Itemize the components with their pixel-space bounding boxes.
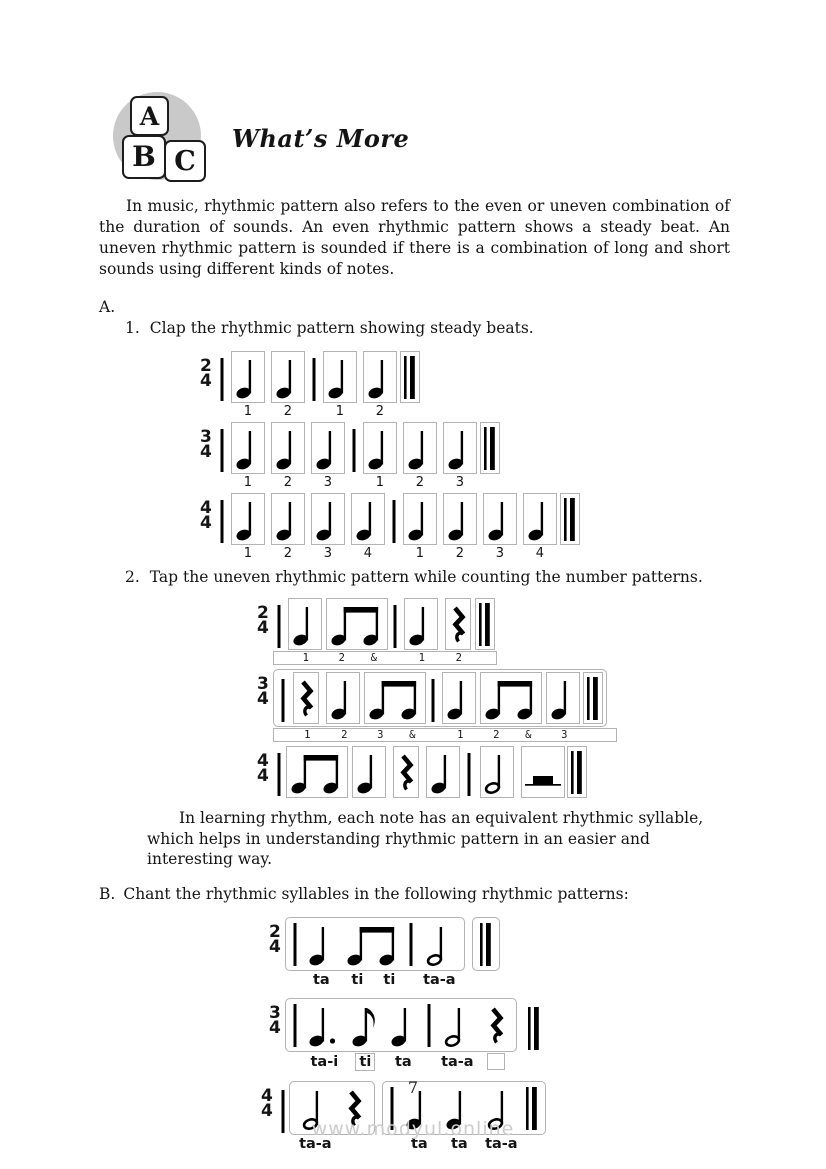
- item-1-line: [125, 318, 730, 339]
- beat-count-label: &: [525, 729, 532, 741]
- item-2-number: 2.: [125, 568, 140, 586]
- time-signature: 2 4: [257, 603, 269, 638]
- rhythm-pattern-row: [269, 917, 730, 988]
- quarter-note-icon: [308, 422, 348, 474]
- abc-block-c: C: [164, 140, 206, 182]
- barline-icon: [289, 920, 301, 968]
- quarter-note-icon: [348, 493, 388, 545]
- half-note-icon: [435, 1001, 479, 1049]
- quarter-note-icon: [360, 351, 400, 403]
- beat-count-label: 1: [243, 404, 252, 419]
- time-signature: 4 4: [257, 751, 269, 786]
- item-1-number: 1.: [125, 319, 140, 337]
- quarter-note-icon: [268, 351, 308, 403]
- barline-icon: [273, 750, 285, 798]
- time-signature: 2 4: [200, 356, 212, 391]
- notation-group: [216, 493, 580, 545]
- beat-count-label: 2: [338, 652, 345, 664]
- time-signature: 4 4: [200, 498, 212, 533]
- eighth-pair-icon: [363, 672, 427, 724]
- item-1-text: Clap the rhythmic pattern showing steady beats.: [149, 319, 534, 337]
- barline-icon: [277, 676, 289, 724]
- notation-group: [273, 746, 587, 798]
- dotted-quarter-note-icon: [301, 1001, 347, 1049]
- rhythm-pattern-row: [257, 598, 730, 665]
- beat-count-label: 1: [302, 652, 309, 664]
- steady-patterns: [99, 351, 730, 561]
- barline-icon: [216, 355, 228, 403]
- beat-count-label: &: [370, 652, 377, 664]
- quarter-note-icon: [323, 672, 363, 724]
- eighth-pair-icon: [479, 672, 543, 724]
- time-signature: 3 4: [269, 1002, 281, 1038]
- syllable-label: [487, 1053, 505, 1070]
- quarter-note-icon: [228, 422, 268, 474]
- page-header: [113, 92, 730, 184]
- barline-icon: [216, 497, 228, 545]
- quarter-note-icon: [308, 493, 348, 545]
- final-barline-icon: [400, 351, 420, 403]
- quarter-note-icon: [301, 920, 341, 968]
- quarter-rest-icon: [389, 746, 423, 798]
- notation-group-box: [273, 669, 607, 727]
- half-note-icon: [475, 746, 519, 798]
- quarter-note-icon: [320, 351, 360, 403]
- beat-count-label: 1: [457, 729, 464, 741]
- rhythm-note-paragraph: In learning rhythm, each note has an equivalent rhythmic syllable, which helps in understanding rhythmic pattern in an easier and interesting way.: [147, 809, 704, 868]
- notation-group-box: [472, 917, 500, 971]
- beat-count-label: 2: [283, 475, 292, 490]
- section-b-text: Chant the rhythmic syllables in the following rhythmic patterns:: [123, 884, 629, 903]
- rhythm-pattern-row: [269, 998, 730, 1071]
- beat-count-label: 3: [561, 729, 568, 741]
- final-barline-icon: [480, 422, 500, 474]
- beat-count-label: 1: [375, 475, 384, 490]
- quarter-note-icon: [439, 672, 479, 724]
- syllable-patterns: [99, 917, 730, 1152]
- beat-count-label: 2: [375, 404, 384, 419]
- time-signature: 3 4: [200, 427, 212, 462]
- quarter-note-icon: [480, 493, 520, 545]
- notation-group: [273, 598, 495, 650]
- beat-count-label: 1: [418, 652, 425, 664]
- beat-count-label: &: [409, 729, 416, 741]
- section-a-label: A.: [99, 298, 116, 316]
- syllable-label: ta-a: [485, 1135, 518, 1152]
- barline-icon: [427, 676, 439, 724]
- beat-count-label: 1: [304, 729, 311, 741]
- uneven-patterns: [99, 598, 730, 798]
- syllable-label: ta-a: [423, 971, 456, 988]
- eighth-pair-icon: [341, 920, 405, 968]
- watermark-text: www.modyul.online: [311, 1118, 515, 1140]
- barline-icon: [216, 426, 228, 474]
- syllable-label: ta: [450, 1135, 468, 1152]
- quarter-rest-icon: [289, 672, 323, 724]
- syllable-label: ta: [394, 1053, 412, 1070]
- quarter-note-icon: [383, 1001, 423, 1049]
- quarter-note-icon: [520, 493, 560, 545]
- quarter-note-icon: [401, 598, 441, 650]
- quarter-note-icon: [349, 746, 389, 798]
- barline-icon: [308, 355, 320, 403]
- beat-count-label: 2: [283, 404, 292, 419]
- beat-count-label: 3: [377, 729, 384, 741]
- quarter-note-icon: [440, 493, 480, 545]
- final-barline-icon: [524, 1004, 544, 1052]
- section-b-line: [99, 884, 730, 905]
- item-2-line: [125, 567, 730, 588]
- barline-icon: [388, 497, 400, 545]
- syllable-label: ta-a: [441, 1053, 474, 1070]
- beat-count-label: 2: [455, 546, 464, 561]
- half-rest-icon: [519, 746, 567, 798]
- barline-icon: [463, 750, 475, 798]
- beat-count-label: 3: [455, 475, 464, 490]
- beat-count-label: 3: [323, 546, 332, 561]
- beat-count-label: 1: [243, 546, 252, 561]
- quarter-note-icon: [228, 493, 268, 545]
- quarter-note-icon: [360, 422, 400, 474]
- syllable-label: ta-i: [310, 1053, 339, 1070]
- rhythm-pattern-row: [200, 422, 730, 490]
- barline-icon: [405, 920, 417, 968]
- eighth-pair-icon: [325, 598, 389, 650]
- beat-count-label: 2: [283, 546, 292, 561]
- final-barline-icon: [560, 493, 580, 545]
- syllable-label: ti: [355, 1053, 375, 1071]
- eighth-pair-icon: [285, 746, 349, 798]
- syllable-label: ti: [351, 971, 364, 988]
- rhythm-pattern-row: [257, 746, 730, 798]
- syllable-label: ta: [410, 1135, 428, 1152]
- time-signature: 4 4: [261, 1085, 273, 1121]
- quarter-rest-icon: [479, 1001, 513, 1049]
- notation-group-box: [285, 998, 517, 1052]
- section-b-label: B.: [99, 884, 116, 903]
- half-note-icon: [417, 920, 461, 968]
- quarter-note-icon: [268, 493, 308, 545]
- barline-icon: [273, 602, 285, 650]
- beat-count-label: 3: [323, 475, 332, 490]
- beat-count-label: 1: [415, 546, 424, 561]
- time-signature: 2 4: [269, 921, 281, 957]
- beat-count-label: 3: [495, 546, 504, 561]
- final-barline-icon: [476, 920, 496, 968]
- barline-icon: [348, 426, 360, 474]
- eighth-note-icon: [347, 1001, 383, 1049]
- notation-group-box: [285, 917, 465, 971]
- notation-group: [216, 422, 500, 474]
- beat-count-label: 2: [415, 475, 424, 490]
- time-signature: 3 4: [257, 674, 269, 709]
- item-2-text: Tap the uneven rhythmic pattern while counting the number patterns.: [149, 568, 703, 586]
- page-number: 7: [407, 1078, 419, 1097]
- quarter-note-icon: [285, 598, 325, 650]
- abc-blocks-icon: [113, 92, 205, 184]
- quarter-note-icon: [268, 422, 308, 474]
- final-barline-icon: [583, 672, 603, 724]
- beat-count-label: 2: [341, 729, 348, 741]
- syllable-label: ti: [383, 971, 396, 988]
- beat-count-label: 1: [335, 404, 344, 419]
- barline-icon: [289, 1001, 301, 1049]
- barline-icon: [389, 602, 401, 650]
- beat-count-label: 1: [243, 475, 252, 490]
- quarter-note-icon: [440, 422, 480, 474]
- abc-block-b: B: [122, 135, 166, 179]
- quarter-note-icon: [423, 746, 463, 798]
- notation-group: [524, 1004, 544, 1052]
- beat-count-label: 2: [455, 652, 462, 664]
- quarter-note-icon: [543, 672, 583, 724]
- final-barline-icon: [567, 746, 587, 798]
- intro-paragraph: In music, rhythmic pattern also refers to the even or uneven combination of the duration of sounds. An even rhythmic pattern shows a steady beat. An uneven rhythmic pattern is sounded if there is a combination of long and short sounds using different kinds of notes.: [99, 197, 730, 278]
- quarter-note-icon: [400, 493, 440, 545]
- page-title: What’s More: [232, 123, 410, 153]
- quarter-rest-icon: [441, 598, 475, 650]
- quarter-note-icon: [400, 422, 440, 474]
- rhythm-pattern-row: [200, 351, 730, 419]
- quarter-note-icon: [228, 351, 268, 403]
- notation-group: [216, 351, 420, 403]
- final-barline-icon: [475, 598, 495, 650]
- rhythm-pattern-row: [200, 493, 730, 561]
- beat-count-label: 2: [493, 729, 500, 741]
- beat-count-label: 4: [363, 546, 372, 561]
- syllable-label: ta: [312, 971, 330, 988]
- syllable-label: ta-a: [299, 1135, 332, 1152]
- barline-icon: [423, 1001, 435, 1049]
- beat-count-label: 4: [535, 546, 544, 561]
- rhythm-pattern-row: [257, 669, 730, 742]
- abc-block-a: A: [130, 96, 169, 136]
